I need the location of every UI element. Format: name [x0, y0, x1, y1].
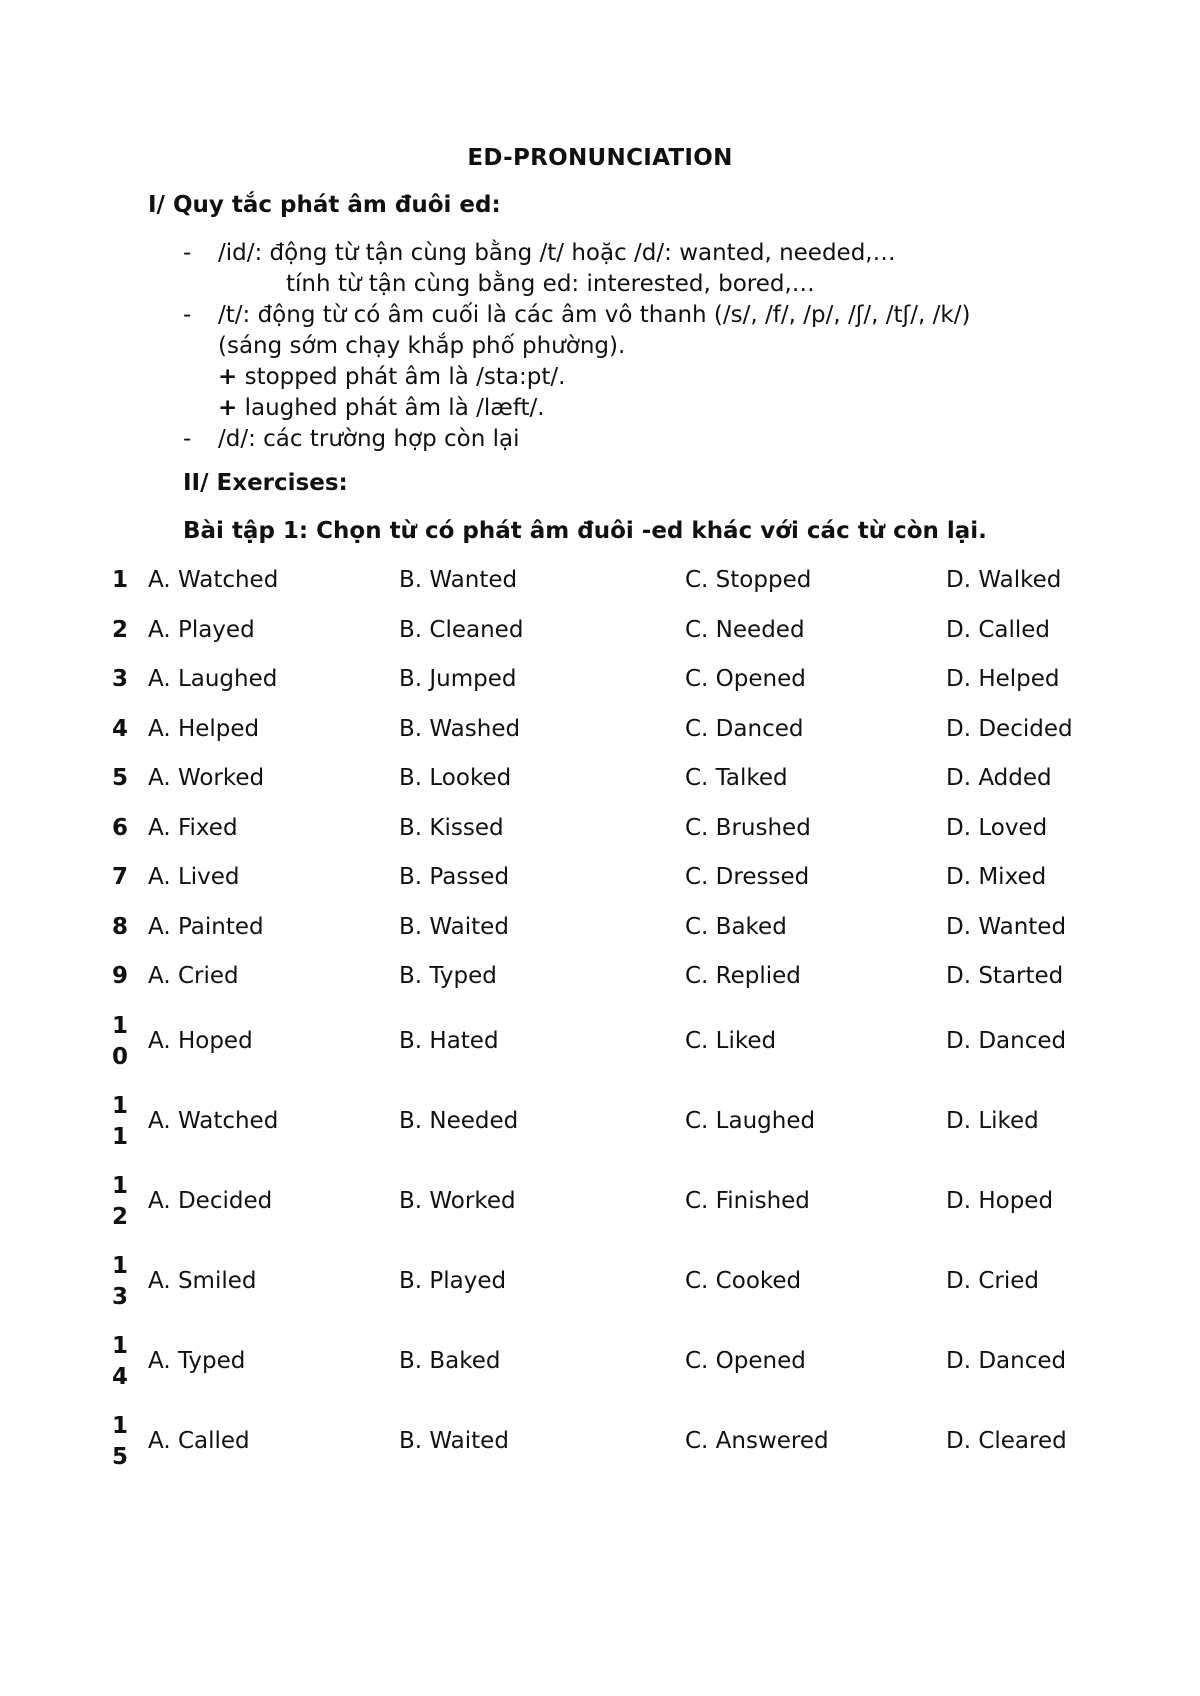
option-b: B. Wanted — [399, 567, 518, 593]
question-number: 10 — [111, 1012, 128, 1070]
question-row — [110, 1331, 1110, 1411]
option-a: A. Lived — [148, 864, 240, 890]
rules-list — [183, 238, 1083, 455]
option-d: D. Cried — [946, 1267, 1039, 1294]
option-a: A. Smiled — [148, 1267, 257, 1294]
option-c: C. Cooked — [685, 1267, 802, 1294]
question-row — [110, 1411, 1110, 1491]
question-number: 6 — [111, 814, 128, 841]
rule-dash: - — [183, 302, 192, 328]
rule-example-text: stopped phát âm là /sta:pt/. — [244, 364, 566, 390]
option-c: C. Brushed — [685, 814, 811, 841]
option-a: A. Worked — [148, 765, 265, 791]
option-a: A. Watched — [148, 567, 279, 593]
question-number: 3 — [111, 666, 128, 692]
rule-example — [218, 393, 1083, 424]
option-d: D. Called — [946, 616, 1051, 643]
section1-heading: I/ Quy tắc phát âm đuôi ed: — [148, 192, 501, 218]
page-title: ED-PRONUNCIATION — [467, 145, 733, 171]
option-b: B. Needed — [399, 1107, 519, 1134]
option-a: A. Watched — [148, 1107, 279, 1134]
option-a: A. Hoped — [148, 1027, 253, 1054]
rule-example — [218, 362, 1083, 393]
option-a: A. Decided — [148, 1187, 273, 1214]
option-d: D. Liked — [946, 1107, 1039, 1134]
option-b: B. Kissed — [399, 814, 504, 841]
option-b: B. Hated — [399, 1027, 499, 1054]
option-a: A. Fixed — [148, 814, 238, 841]
question-row — [110, 615, 1110, 665]
option-d: D. Cleared — [946, 1427, 1067, 1454]
rule-id — [183, 238, 1083, 300]
question-row — [110, 912, 1110, 962]
question-number: 15 — [111, 1412, 128, 1470]
question-row — [110, 1091, 1110, 1171]
option-c: C. Replied — [685, 963, 801, 989]
option-d: D. Started — [946, 963, 1064, 989]
option-c: C. Answered — [685, 1427, 829, 1454]
option-b: B. Looked — [399, 765, 512, 791]
option-a: A. Played — [148, 616, 255, 643]
option-c: C. Talked — [685, 765, 788, 791]
option-d: D. Decided — [946, 715, 1073, 742]
option-d: D. Added — [946, 765, 1052, 791]
question-row — [110, 1171, 1110, 1251]
question-row — [110, 714, 1110, 764]
rule-d — [183, 424, 1083, 455]
option-b: B. Worked — [399, 1187, 516, 1214]
plus-icon: + — [218, 364, 238, 390]
option-c: C. Danced — [685, 715, 804, 742]
question-number: 12 — [111, 1172, 128, 1230]
rule-dash: - — [183, 426, 192, 452]
question-number: 9 — [111, 963, 128, 989]
option-d: D. Helped — [946, 666, 1060, 692]
question-number: 14 — [111, 1332, 128, 1390]
option-d: D. Hoped — [946, 1187, 1054, 1214]
rule-line: (sáng sớm chạy khắp phố phường). — [218, 333, 626, 359]
option-c: C. Opened — [685, 1347, 806, 1374]
option-a: A. Cried — [148, 963, 239, 989]
question-number: 1 — [111, 567, 128, 593]
question-number: 13 — [111, 1252, 128, 1310]
option-b: B. Waited — [399, 913, 509, 940]
option-c: C. Liked — [685, 1027, 777, 1054]
question-number: 5 — [111, 765, 128, 791]
rule-dash: - — [183, 240, 192, 266]
question-number: 8 — [111, 913, 128, 940]
question-row — [110, 763, 1110, 813]
question-row — [110, 862, 1110, 912]
option-b: B. Waited — [399, 1427, 509, 1454]
option-a: A. Typed — [148, 1347, 246, 1374]
question-row — [110, 1011, 1110, 1091]
question-row — [110, 565, 1110, 615]
question-row — [110, 813, 1110, 863]
exercise1-heading: Bài tập 1: Chọn từ có phát âm đuôi -ed khác với các từ còn lại. — [183, 518, 987, 544]
option-b: B. Typed — [399, 963, 497, 989]
option-c: C. Dressed — [685, 864, 810, 890]
section2-heading: II/ Exercises: — [183, 470, 348, 496]
option-b: B. Passed — [399, 864, 510, 890]
option-d: D. Danced — [946, 1027, 1067, 1054]
option-a: A. Called — [148, 1427, 250, 1454]
question-number: 7 — [111, 864, 128, 890]
question-number: 2 — [111, 616, 128, 643]
option-d: D. Loved — [946, 814, 1048, 841]
option-d: D. Wanted — [946, 913, 1067, 940]
question-number: 11 — [111, 1092, 128, 1150]
option-a: A. Painted — [148, 913, 264, 940]
rule-line: /d/: các trường hợp còn lại — [218, 426, 520, 452]
rule-line: /id/: động từ tận cùng bằng /t/ hoặc /d/: wanted, needed,… — [218, 240, 896, 266]
option-a: A. Helped — [148, 715, 260, 742]
option-b: B. Played — [399, 1267, 507, 1294]
plus-icon: + — [218, 395, 238, 421]
option-b: B. Jumped — [399, 666, 517, 692]
option-c: C. Needed — [685, 616, 805, 643]
question-row — [110, 664, 1110, 714]
option-b: B. Cleaned — [399, 616, 524, 643]
option-c: C. Baked — [685, 913, 787, 940]
rule-line: tính từ tận cùng bằng ed: interested, bored,… — [286, 271, 815, 297]
option-c: C. Laughed — [685, 1107, 816, 1134]
option-c: C. Finished — [685, 1187, 810, 1214]
option-b: B. Washed — [399, 715, 521, 742]
option-d: D. Walked — [946, 567, 1062, 593]
option-d: D. Danced — [946, 1347, 1067, 1374]
option-c: C. Opened — [685, 666, 806, 692]
option-c: C. Stopped — [685, 567, 812, 593]
rule-t — [183, 300, 1083, 424]
rule-example-text: laughed phát âm là /læft/. — [244, 395, 545, 421]
question-number: 4 — [111, 715, 128, 742]
rule-line: /t/: động từ có âm cuối là các âm vô thanh (/s/, /f/, /p/, /ʃ/, /tʃ/, /k/) — [218, 302, 971, 328]
option-b: B. Baked — [399, 1347, 501, 1374]
option-a: A. Laughed — [148, 666, 278, 692]
option-d: D. Mixed — [946, 864, 1047, 890]
question-row — [110, 1251, 1110, 1331]
question-row — [110, 961, 1110, 1011]
